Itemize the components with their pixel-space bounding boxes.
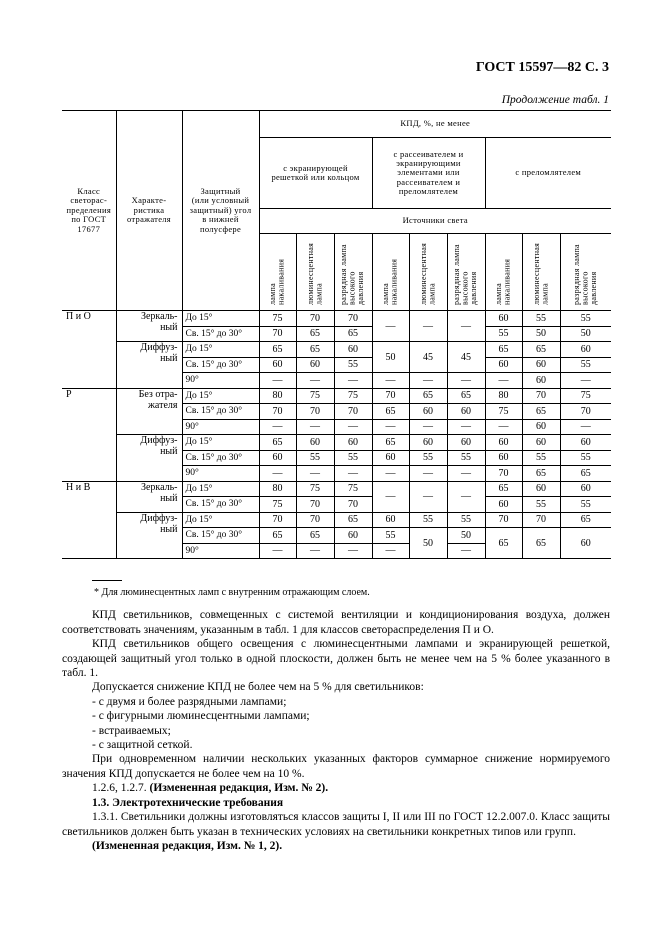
value-cell: — bbox=[447, 373, 485, 389]
angle-cell: Св. 15° до 30° bbox=[182, 357, 259, 373]
group-screen-header: с экранирующей решеткой или кольцом bbox=[259, 138, 372, 209]
value-cell: 45 bbox=[447, 342, 485, 373]
lamp-discharge-header: разрядная лампа высокого давления bbox=[339, 243, 366, 305]
value-cell: 70 bbox=[485, 466, 522, 482]
value-cell: — bbox=[409, 481, 447, 512]
efficiency-table bbox=[62, 110, 611, 559]
value-cell: 50 bbox=[560, 326, 611, 342]
value-cell: — bbox=[409, 466, 447, 482]
value-cell: — bbox=[259, 419, 296, 435]
value-cell: — bbox=[334, 543, 372, 559]
angle-cell: 90° bbox=[182, 419, 259, 435]
value-cell: — bbox=[334, 419, 372, 435]
value-cell: 55 bbox=[560, 497, 611, 513]
value-cell: 65 bbox=[485, 342, 522, 358]
value-cell: 60 bbox=[296, 357, 334, 373]
value-cell: 60 bbox=[522, 357, 560, 373]
value-cell: — bbox=[409, 373, 447, 389]
value-cell: — bbox=[372, 466, 409, 482]
value-cell: — bbox=[485, 419, 522, 435]
value-cell: 65 bbox=[296, 326, 334, 342]
section-heading: 1.3. Электротехнические требования bbox=[92, 796, 284, 809]
value-cell: 60 bbox=[485, 450, 522, 466]
reflector-cell: Без отра- жателя bbox=[116, 388, 182, 435]
paragraph: 1.3.1. Светильники должны изготовляться классов защиты I, II или III по ГОСТ 12.2.007.0. Класс защиты светильников должен быть указан в технических условиях на светильники конкретных типов или групп. bbox=[62, 811, 610, 838]
value-cell: 75 bbox=[560, 388, 611, 404]
value-cell: 55 bbox=[447, 450, 485, 466]
value-cell: 60 bbox=[485, 311, 522, 327]
value-cell: 65 bbox=[560, 512, 611, 528]
value-cell: — bbox=[409, 419, 447, 435]
value-cell: 60 bbox=[522, 373, 560, 389]
value-cell: 60 bbox=[259, 357, 296, 373]
value-cell: 65 bbox=[296, 528, 334, 544]
value-cell: — bbox=[485, 373, 522, 389]
value-cell: 70 bbox=[296, 497, 334, 513]
value-cell: 55 bbox=[522, 311, 560, 327]
table-row bbox=[62, 342, 611, 358]
paragraph: КПД светильников, совмещенных с системой вентиляции и кондиционирования воздуха, должен соответствовать значениям, указанным в табл. 1 для классов светораспределения П и О. bbox=[62, 609, 610, 636]
value-cell: 70 bbox=[334, 497, 372, 513]
value-cell: 70 bbox=[259, 326, 296, 342]
value-cell: 60 bbox=[372, 512, 409, 528]
angle-cell: 90° bbox=[182, 543, 259, 559]
reflector-cell: Зеркаль- ный bbox=[116, 481, 182, 512]
value-cell: — bbox=[259, 373, 296, 389]
value-cell: 50 bbox=[447, 528, 485, 544]
value-cell: 60 bbox=[560, 481, 611, 497]
value-cell: 65 bbox=[334, 512, 372, 528]
value-cell: 65 bbox=[522, 342, 560, 358]
value-cell: 55 bbox=[560, 450, 611, 466]
reflector-cell: Диффуз- ный bbox=[116, 512, 182, 559]
angle-cell: Св. 15° до 30° bbox=[182, 450, 259, 466]
body-text bbox=[62, 578, 610, 853]
value-cell: 70 bbox=[259, 404, 296, 420]
class-cell: П и О bbox=[62, 311, 116, 389]
value-cell: 65 bbox=[522, 404, 560, 420]
list-item: - с фигурными люминесцентными лампами; bbox=[92, 710, 310, 723]
value-cell: 65 bbox=[485, 528, 522, 559]
value-cell: 65 bbox=[334, 326, 372, 342]
table-row bbox=[62, 435, 611, 451]
value-cell: 70 bbox=[522, 512, 560, 528]
value-cell: 60 bbox=[259, 450, 296, 466]
value-cell: 55 bbox=[334, 450, 372, 466]
lamp-discharge-header: разрядная лампа высокого давления bbox=[452, 243, 479, 305]
class-column-header: Класс светорас- пределения по ГОСТ 17677 bbox=[62, 111, 116, 311]
value-cell: — bbox=[372, 481, 409, 512]
angle-cell: До 15° bbox=[182, 481, 259, 497]
value-cell: 70 bbox=[296, 311, 334, 327]
value-cell: 60 bbox=[485, 497, 522, 513]
value-cell: 65 bbox=[296, 342, 334, 358]
value-cell: 60 bbox=[485, 357, 522, 373]
value-cell: — bbox=[296, 373, 334, 389]
value-cell: — bbox=[334, 373, 372, 389]
value-cell: — bbox=[296, 466, 334, 482]
value-cell: 70 bbox=[485, 512, 522, 528]
value-cell: — bbox=[372, 311, 409, 342]
value-cell: — bbox=[372, 543, 409, 559]
table-continuation-label: Продолжение табл. 1 bbox=[501, 94, 609, 106]
value-cell: — bbox=[447, 481, 485, 512]
value-cell: 55 bbox=[409, 512, 447, 528]
value-cell: 75 bbox=[259, 311, 296, 327]
paragraph: При одновременном наличии нескольких указанных факторов суммарное снижение нормируемого значения КПД допускается не более чем на 10 %. bbox=[62, 753, 610, 780]
reflector-cell: Зеркаль- ный bbox=[116, 311, 182, 342]
lamp-fluorescent-header: люминесцентная лампа bbox=[418, 242, 436, 305]
reflector-column-header: Характе- ристика отражателя bbox=[116, 111, 182, 311]
value-cell: 70 bbox=[522, 388, 560, 404]
table-row bbox=[62, 311, 611, 327]
value-cell: 65 bbox=[485, 481, 522, 497]
value-cell: 60 bbox=[522, 419, 560, 435]
value-cell: — bbox=[560, 419, 611, 435]
value-cell: 65 bbox=[372, 435, 409, 451]
value-cell: 50 bbox=[409, 528, 447, 559]
value-cell: 60 bbox=[334, 342, 372, 358]
value-cell: 50 bbox=[522, 326, 560, 342]
amendment-note: (Измененная редакция, Изм. № 2). bbox=[149, 782, 329, 795]
table-row bbox=[62, 512, 611, 528]
value-cell: 60 bbox=[560, 528, 611, 559]
value-cell: — bbox=[334, 466, 372, 482]
lamp-fluorescent-header: люминесцентная лампа bbox=[305, 242, 323, 305]
amendment-note: (Измененная редакция, Изм. № 1, 2). bbox=[92, 839, 283, 852]
value-cell: — bbox=[447, 419, 485, 435]
reflector-cell: Диффуз- ный bbox=[116, 342, 182, 389]
value-cell: 70 bbox=[259, 512, 296, 528]
list-item: - с двумя и более разрядными лампами; bbox=[92, 695, 287, 708]
value-cell: 55 bbox=[522, 450, 560, 466]
angle-cell: Св. 15° до 30° bbox=[182, 497, 259, 513]
value-cell: 70 bbox=[296, 512, 334, 528]
group-diffuser-header: с рассеивателем и экранирующими элементами или рассеивателем и преломлятелем bbox=[372, 138, 485, 209]
value-cell: 55 bbox=[560, 357, 611, 373]
table-row bbox=[62, 388, 611, 404]
value-cell: 65 bbox=[522, 466, 560, 482]
value-cell: — bbox=[447, 543, 485, 559]
value-cell: 60 bbox=[334, 528, 372, 544]
value-cell: 60 bbox=[560, 342, 611, 358]
value-cell: — bbox=[259, 543, 296, 559]
lamp-incandescent-header: лампа накаливания bbox=[381, 258, 399, 305]
value-cell: 60 bbox=[296, 435, 334, 451]
value-cell: 70 bbox=[372, 388, 409, 404]
value-cell: — bbox=[560, 373, 611, 389]
value-cell: 65 bbox=[259, 528, 296, 544]
value-cell: 80 bbox=[259, 388, 296, 404]
angle-cell: Св. 15° до 30° bbox=[182, 528, 259, 544]
class-cell: Н и В bbox=[62, 481, 116, 559]
value-cell: — bbox=[447, 311, 485, 342]
value-cell: — bbox=[372, 419, 409, 435]
angle-cell: Св. 15° до 30° bbox=[182, 326, 259, 342]
class-cell: Р bbox=[62, 388, 116, 481]
value-cell: 60 bbox=[447, 435, 485, 451]
value-cell: 60 bbox=[334, 435, 372, 451]
angle-cell: До 15° bbox=[182, 435, 259, 451]
paragraph: Допускается снижение КПД не более чем на 5 % для светильников: bbox=[92, 681, 424, 694]
value-cell: 60 bbox=[522, 481, 560, 497]
value-cell: 60 bbox=[409, 404, 447, 420]
reflector-cell: Диффуз- ный bbox=[116, 435, 182, 482]
value-cell: 80 bbox=[485, 388, 522, 404]
value-cell: 75 bbox=[259, 497, 296, 513]
angle-cell: До 15° bbox=[182, 311, 259, 327]
value-cell: 55 bbox=[522, 497, 560, 513]
value-cell: 70 bbox=[296, 404, 334, 420]
value-cell: 60 bbox=[485, 435, 522, 451]
value-cell: 75 bbox=[485, 404, 522, 420]
value-cell: — bbox=[296, 543, 334, 559]
value-cell: 55 bbox=[334, 357, 372, 373]
light-sources-header: Источники света bbox=[259, 209, 611, 234]
list-item: - встраиваемых; bbox=[92, 724, 171, 737]
value-cell: 60 bbox=[560, 435, 611, 451]
lamp-discharge-header: разрядная лампа высокого давления bbox=[572, 243, 598, 305]
value-cell: — bbox=[447, 466, 485, 482]
list-item: - с защитной сеткой. bbox=[92, 739, 193, 752]
angle-cell: 90° bbox=[182, 466, 259, 482]
value-cell: 75 bbox=[334, 481, 372, 497]
value-cell: 60 bbox=[447, 404, 485, 420]
value-cell: 55 bbox=[409, 450, 447, 466]
kpd-header: КПД, %, не менее bbox=[259, 111, 611, 138]
angle-cell: До 15° bbox=[182, 342, 259, 358]
value-cell: — bbox=[296, 419, 334, 435]
value-cell: 50 bbox=[372, 342, 409, 373]
value-cell: 70 bbox=[334, 404, 372, 420]
table-row bbox=[62, 481, 611, 497]
value-cell: 70 bbox=[560, 404, 611, 420]
value-cell: 65 bbox=[372, 404, 409, 420]
group-refractor-header: с преломлятелем bbox=[485, 138, 611, 209]
value-cell: 65 bbox=[259, 435, 296, 451]
angle-column-header: Защитный (или условный защитный) угол в нижней полусфере bbox=[182, 111, 259, 311]
value-cell: 55 bbox=[485, 326, 522, 342]
lamp-incandescent-header: лампа накаливания bbox=[268, 258, 286, 305]
clause-number: 1.2.6, 1.2.7. bbox=[92, 782, 147, 795]
angle-cell: До 15° bbox=[182, 388, 259, 404]
value-cell: 75 bbox=[296, 388, 334, 404]
angle-cell: До 15° bbox=[182, 512, 259, 528]
value-cell: 55 bbox=[560, 311, 611, 327]
paragraph: КПД светильников общего освещения с люминесцентными лампами и экранирующей решеткой, создающей защитный угол только в одной плоскости, должен быть не менее чем на 5 % более указанного в табл. 1. bbox=[62, 638, 610, 680]
angle-cell: Св. 15° до 30° bbox=[182, 404, 259, 420]
document-header: ГОСТ 15597—82 С. 3 bbox=[475, 60, 609, 75]
value-cell: — bbox=[409, 311, 447, 342]
value-cell: 70 bbox=[334, 311, 372, 327]
value-cell: 65 bbox=[409, 388, 447, 404]
value-cell: 65 bbox=[560, 466, 611, 482]
value-cell: 65 bbox=[447, 388, 485, 404]
value-cell: 65 bbox=[522, 528, 560, 559]
value-cell: 60 bbox=[522, 435, 560, 451]
value-cell: 80 bbox=[259, 481, 296, 497]
value-cell: 55 bbox=[372, 528, 409, 544]
lamp-incandescent-header: лампа накаливания bbox=[494, 258, 512, 305]
angle-cell: 90° bbox=[182, 373, 259, 389]
value-cell: 65 bbox=[259, 342, 296, 358]
value-cell: 55 bbox=[447, 512, 485, 528]
value-cell: 60 bbox=[372, 450, 409, 466]
value-cell: 45 bbox=[409, 342, 447, 373]
value-cell: 75 bbox=[334, 388, 372, 404]
value-cell: — bbox=[259, 466, 296, 482]
value-cell: — bbox=[372, 373, 409, 389]
lamp-fluorescent-header: люминесцентная лампа bbox=[531, 242, 549, 305]
value-cell: 75 bbox=[296, 481, 334, 497]
value-cell: 60 bbox=[409, 435, 447, 451]
value-cell: 55 bbox=[296, 450, 334, 466]
footnote: * Для люминесцентных ламп с внутренним отражающим слоем. bbox=[94, 587, 370, 598]
